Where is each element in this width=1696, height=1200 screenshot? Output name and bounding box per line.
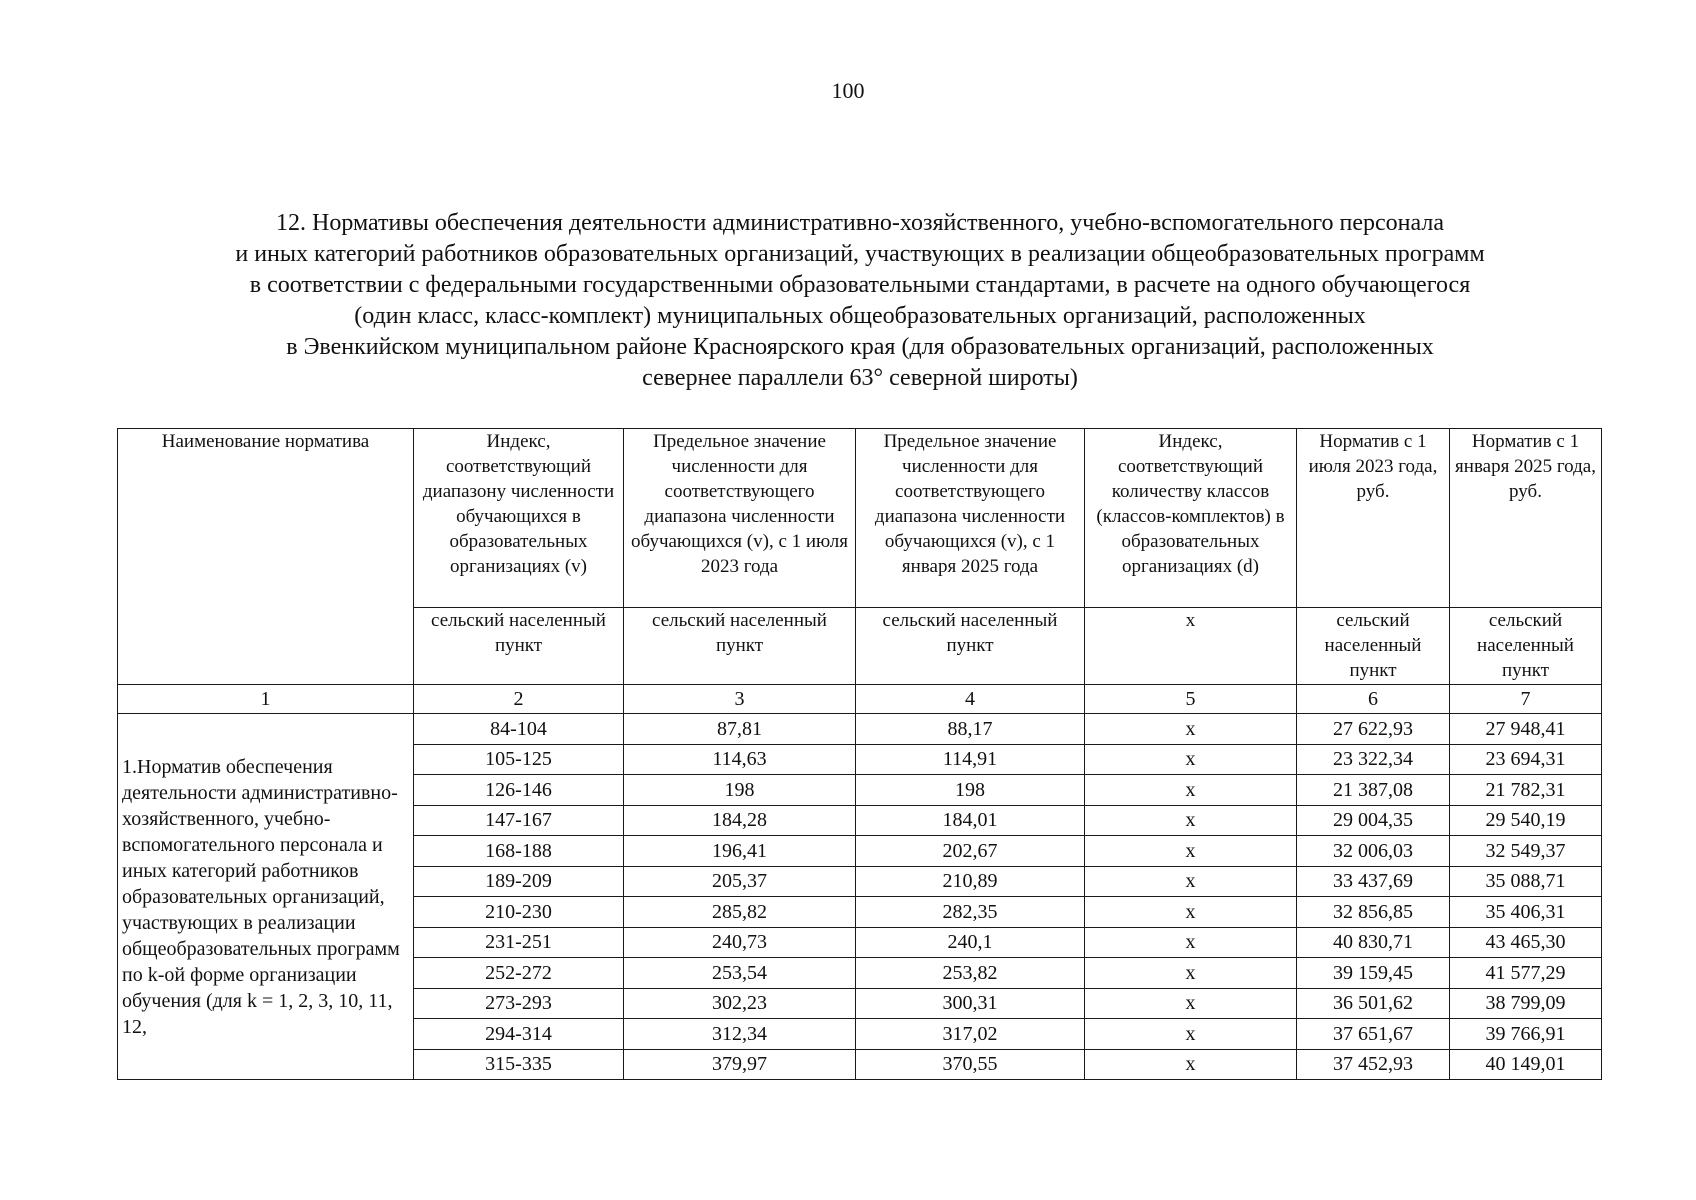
column-subheader: сельский населенный пункт: [1297, 608, 1450, 685]
table-cell: 37 651,67: [1297, 1019, 1450, 1050]
table-cell: 198: [624, 775, 856, 806]
table-cell: 205,37: [624, 866, 856, 897]
table-cell: 105-125: [414, 744, 624, 775]
table-cell: 202,67: [856, 836, 1085, 867]
table-cell: 184,01: [856, 805, 1085, 836]
table-cell: 38 799,09: [1450, 988, 1602, 1019]
table-row: [118, 714, 1602, 745]
table-cell: 189-209: [414, 866, 624, 897]
table-cell: 210,89: [856, 866, 1085, 897]
table-cell: 198: [856, 775, 1085, 806]
table-cell: 35 088,71: [1450, 866, 1602, 897]
table-cell: 36 501,62: [1297, 988, 1450, 1019]
table-cell: x: [1085, 805, 1297, 836]
column-header: Индекс, соответствующий диапазону численности обучающихся в образовательных организациях (v): [414, 429, 624, 608]
table-cell: 33 437,69: [1297, 866, 1450, 897]
table-cell: 32 006,03: [1297, 836, 1450, 867]
column-header: Норматив с 1 июля 2023 года, руб.: [1297, 429, 1450, 608]
column-header: Норматив с 1 января 2025 года, руб.: [1450, 429, 1602, 608]
table-cell: 32 549,37: [1450, 836, 1602, 867]
column-subheader: x: [1085, 608, 1297, 685]
table-cell: x: [1085, 866, 1297, 897]
table-cell: 41 577,29: [1450, 958, 1602, 989]
table-cell: 39 766,91: [1450, 1019, 1602, 1050]
table-cell: 273-293: [414, 988, 624, 1019]
column-header: Индекс, соответствующий количеству классов (классов-комплектов) в образовательных организациях (d): [1085, 429, 1297, 608]
table-cell: 210-230: [414, 897, 624, 928]
title-line: севернее параллели 63° северной широты): [642, 365, 1078, 391]
column-subheader: сельский населенный пункт: [414, 608, 624, 685]
table-cell: 40 149,01: [1450, 1049, 1602, 1080]
page-number: 100: [831, 78, 865, 103]
section-title: [150, 208, 1570, 394]
table-cell: 282,35: [856, 897, 1085, 928]
column-header: Предельное значение численности для соответствующего диапазона численности обучающихся (v), с 1 января 2025 года: [856, 429, 1085, 608]
table-cell: 126-146: [414, 775, 624, 806]
column-number-row: [118, 685, 1602, 714]
table-cell: 37 452,93: [1297, 1049, 1450, 1080]
row-label: 1.Норматив обеспечения деятельности административно-хозяйственного, учебно-вспомогательного персонала и иных категорий работников образовательных организаций, участвующих в реализации общеобразовательных программ по k-ой форме организации обучения (для k = 1, 2, 3, 10, 11, 12,: [118, 714, 414, 1080]
title-line: (один класс, класс-комплект) муниципальных общеобразовательных организаций, расположенных: [354, 303, 1366, 329]
column-header: Предельное значение численности для соответствующего диапазона численности обучающихся (v), с 1 июля 2023 года: [624, 429, 856, 608]
table-cell: 32 856,85: [1297, 897, 1450, 928]
table-cell: x: [1085, 927, 1297, 958]
title-line: и иных категорий работников образовательных организаций, участвующих в реализации общеобразовательных программ: [235, 241, 1485, 267]
table-cell: 240,73: [624, 927, 856, 958]
table-cell: 231-251: [414, 927, 624, 958]
table-cell: 35 406,31: [1450, 897, 1602, 928]
table-cell: x: [1085, 1049, 1297, 1080]
table-cell: 184,28: [624, 805, 856, 836]
table-cell: 300,31: [856, 988, 1085, 1019]
table-cell: 253,54: [624, 958, 856, 989]
column-number: 3: [624, 685, 856, 714]
table-cell: 285,82: [624, 897, 856, 928]
table-cell: 253,82: [856, 958, 1085, 989]
table-cell: 294-314: [414, 1019, 624, 1050]
table-cell: 39 159,45: [1297, 958, 1450, 989]
table-cell: 196,41: [624, 836, 856, 867]
table-cell: 240,1: [856, 927, 1085, 958]
table-cell: 40 830,71: [1297, 927, 1450, 958]
title-line: в Эвенкийском муниципальном районе Красноярского края (для образовательных организаций, расположенных: [286, 334, 1434, 360]
column-number: 2: [414, 685, 624, 714]
table-cell: 302,23: [624, 988, 856, 1019]
table-cell: 21 782,31: [1450, 775, 1602, 806]
table-cell: x: [1085, 836, 1297, 867]
table-cell: 27 622,93: [1297, 714, 1450, 745]
table-cell: 87,81: [624, 714, 856, 745]
table-cell: x: [1085, 714, 1297, 745]
norms-table: [117, 428, 1602, 1080]
table-cell: x: [1085, 897, 1297, 928]
table-cell: x: [1085, 1019, 1297, 1050]
table-cell: 168-188: [414, 836, 624, 867]
table-cell: 312,34: [624, 1019, 856, 1050]
table-cell: x: [1085, 775, 1297, 806]
table-cell: 21 387,08: [1297, 775, 1450, 806]
title-line: 12. Нормативы обеспечения деятельности административно-хозяйственного, учебно-вспомогательного персонала: [276, 210, 1444, 236]
table-cell: 23 694,31: [1450, 744, 1602, 775]
column-number: 1: [118, 685, 414, 714]
column-subheader: сельский населенный пункт: [624, 608, 856, 685]
table-cell: 84-104: [414, 714, 624, 745]
column-header: Наименование норматива: [118, 429, 414, 685]
column-number: 4: [856, 685, 1085, 714]
table-cell: 114,91: [856, 744, 1085, 775]
column-number: 6: [1297, 685, 1450, 714]
table-cell: 29 004,35: [1297, 805, 1450, 836]
table-cell: 370,55: [856, 1049, 1085, 1080]
table-cell: 147-167: [414, 805, 624, 836]
column-subheader: сельский населенный пункт: [856, 608, 1085, 685]
title-line: в соответствии с федеральными государственными образовательными стандартами, в расчете на одного обучающегося: [249, 272, 1471, 298]
table-header-row: [118, 429, 1602, 608]
column-number: 5: [1085, 685, 1297, 714]
table-cell: 27 948,41: [1450, 714, 1602, 745]
column-number: 7: [1450, 685, 1602, 714]
table-cell: 29 540,19: [1450, 805, 1602, 836]
table-cell: 114,63: [624, 744, 856, 775]
table-cell: x: [1085, 744, 1297, 775]
table-cell: 43 465,30: [1450, 927, 1602, 958]
column-subheader: сельский населенный пункт: [1450, 608, 1602, 685]
table-cell: x: [1085, 988, 1297, 1019]
table-cell: 252-272: [414, 958, 624, 989]
table-cell: 315-335: [414, 1049, 624, 1080]
table-cell: x: [1085, 958, 1297, 989]
table-cell: 88,17: [856, 714, 1085, 745]
table-cell: 379,97: [624, 1049, 856, 1080]
table-cell: 23 322,34: [1297, 744, 1450, 775]
table-cell: 317,02: [856, 1019, 1085, 1050]
